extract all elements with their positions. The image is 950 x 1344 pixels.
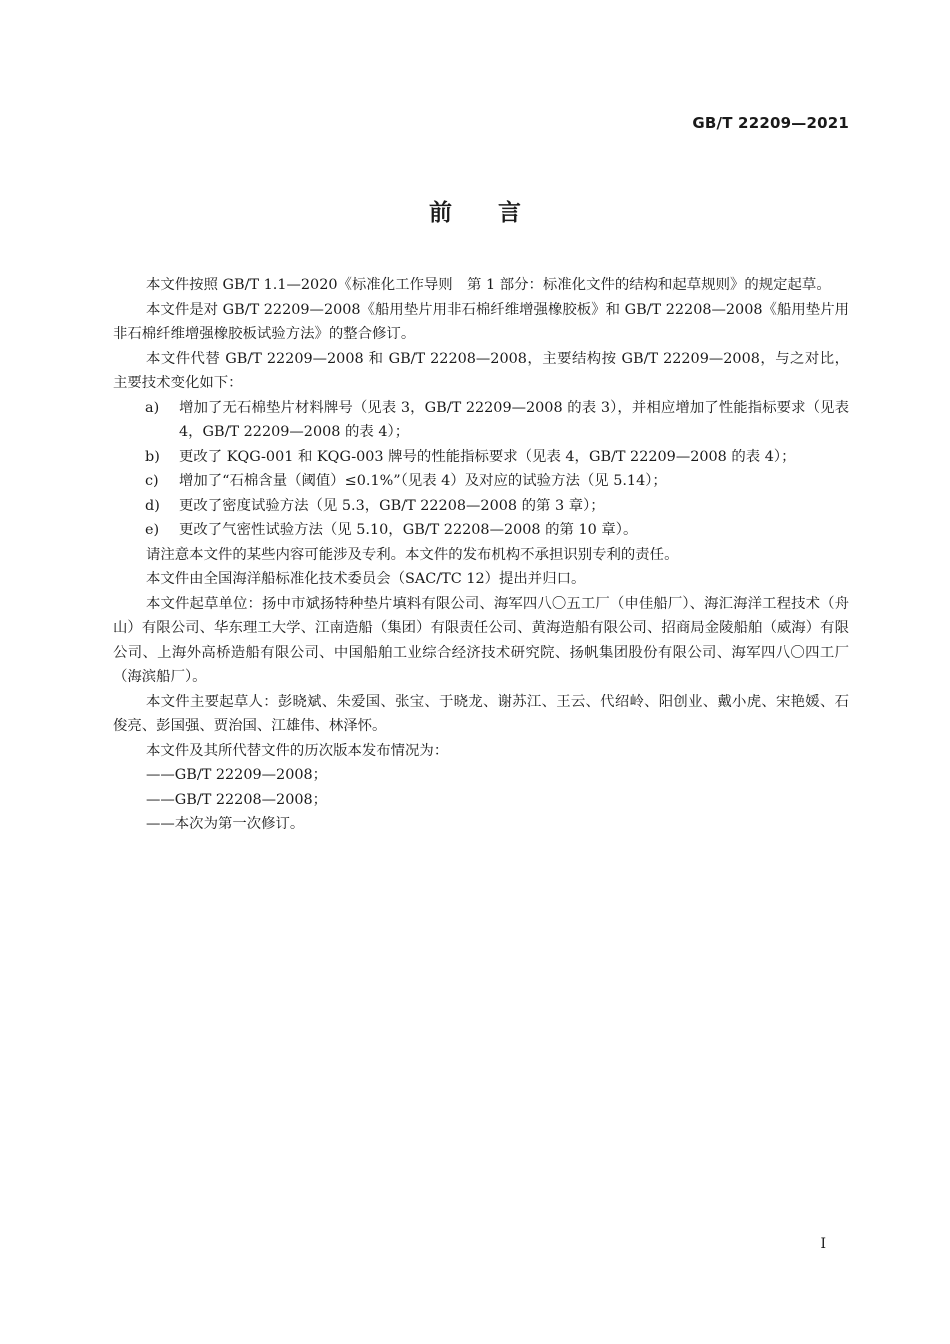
change-item-text: 更改了气密性试验方法（见 5.10，GB/T 22208—2008 的第 10 章）。	[179, 522, 638, 538]
change-item	[113, 469, 849, 494]
foreword-body	[113, 273, 849, 837]
paragraph-version-history: 本文件及其所代替文件的历次版本发布情况为：	[146, 742, 449, 759]
change-item	[113, 494, 849, 519]
change-item-marker: e)	[145, 522, 160, 538]
change-item-text: 增加了“石棉含量（阈值）≤0.1%”（见表 4）及对应的试验方法（见 5.14）；	[179, 473, 667, 489]
change-item-text: 增加了无石棉垫片材料牌号（见表 3，GB/T 22209—2008 的表 3），并相应增加了性能指标要求（见表 4，GB/T 22209—2008 的表 4）；	[179, 399, 849, 440]
paragraph-drafters: 本文件主要起草人：彭晓斌、朱爱国、张宝、于晓龙、谢苏江、王云、代绍岭、阳创业、戴小虎、宋艳媛、石俊亮、彭国强、贾治国、江雄伟、林泽怀。	[113, 693, 849, 734]
paragraph-drafting-rules: 本文件按照 GB/T 1.1—2020《标准化工作导则 第 1 部分：标准化文件的结构和起草规则》的规定起草。	[146, 277, 831, 293]
page-number: I	[820, 1236, 826, 1252]
history-item: ——GB/T 22208—2008；	[146, 791, 328, 808]
change-item-marker: a)	[145, 399, 160, 416]
page-title: 前 言	[428, 200, 521, 226]
change-item-marker: c)	[145, 473, 159, 489]
change-item	[113, 445, 849, 470]
change-item-text: 更改了 KQG-001 和 KQG-003 牌号的性能指标要求（见表 4，GB/T 22209—2008 的表 4）；	[179, 448, 796, 465]
history-item: ——GB/T 22209—2008；	[146, 767, 328, 783]
paragraph-replacement: 本文件代替 GB/T 22209—2008 和 GB/T 22208—2008，主要结构按 GB/T 22209—2008，与之对比，主要技术变化如下：	[113, 350, 849, 391]
change-item	[113, 396, 849, 445]
change-item-marker: d)	[145, 497, 160, 514]
paragraph-patent-notice: 请注意本文件的某些内容可能涉及专利。本文件的发布机构不承担识别专利的责任。	[146, 546, 679, 563]
change-item	[113, 518, 849, 543]
paragraph-revision-scope: 本文件是对 GB/T 22209—2008《船用垫片用非石棉纤维增强橡胶板》和 GB/T 22208—2008《船用垫片用非石棉纤维增强橡胶板试验方法》的整合修订。	[113, 301, 849, 342]
change-item-marker: b)	[145, 448, 160, 465]
history-item: ——本次为第一次修订。	[146, 816, 305, 832]
change-item-text: 更改了密度试验方法（见 5.3，GB/T 22208—2008 的第 3 章）；	[179, 497, 605, 514]
standard-code: GB/T 22209—2021	[692, 114, 849, 132]
paragraph-drafting-units: 本文件起草单位：扬中市斌扬特种垫片填料有限公司、海军四八〇五工厂（申佳船厂）、海汇海洋工程技术（舟山）有限公司、华东理工大学、江南造船（集团）有限责任公司、黄海造船有限公司、招商局金陵船舶（威海）有限公司、上海外高桥造船有限公司、中国船舶工业综合经济技术研究院、扬帆集团股份有限公司、海军四八〇四工厂（海滨船厂）。	[113, 595, 849, 685]
paragraph-committee: 本文件由全国海洋船标准化技术委员会（SAC/TC 12）提出并归口。	[146, 571, 586, 587]
